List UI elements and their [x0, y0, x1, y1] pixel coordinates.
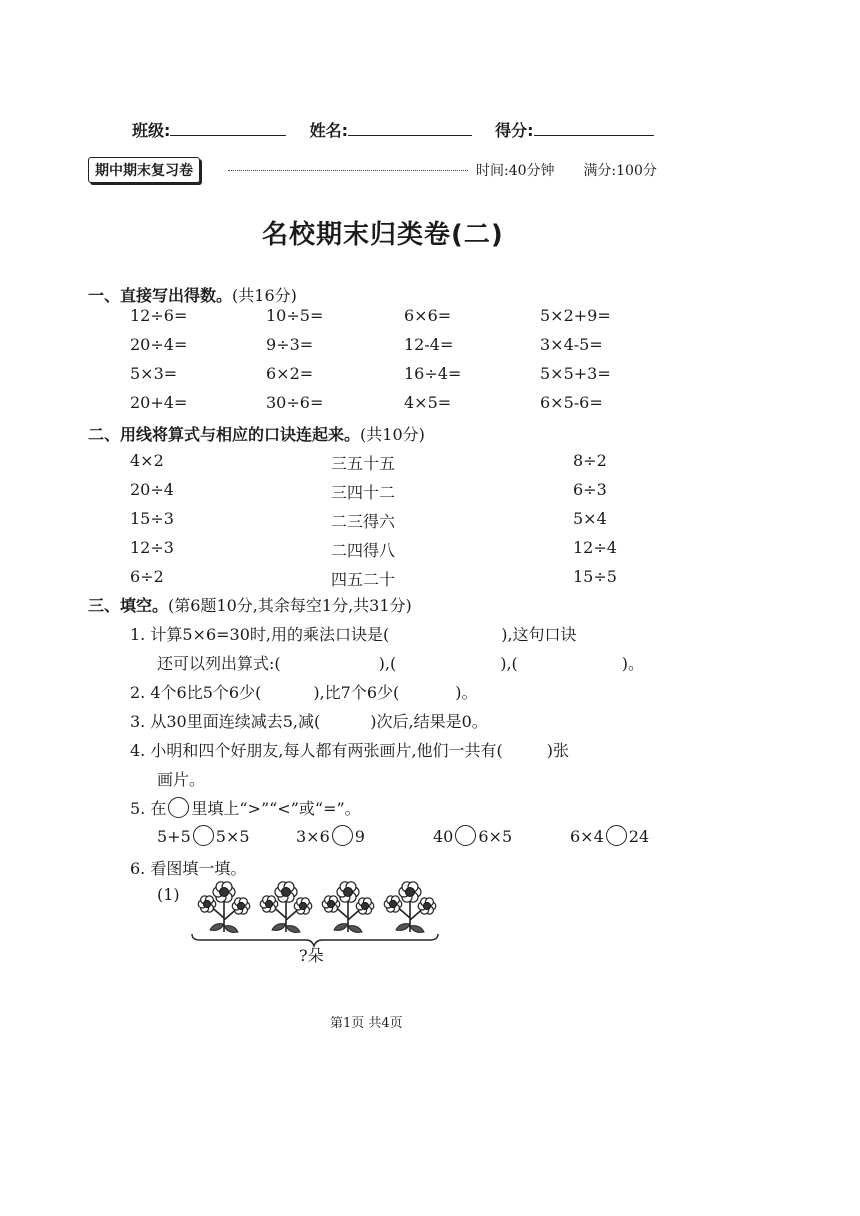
question-3: 3. 从30里面连续减去5,减( )次后,结果是0。: [130, 712, 488, 731]
multiplication-rhyme[interactable]: 二三得六: [331, 512, 396, 531]
answer-circle[interactable]: [455, 825, 476, 846]
score-label: 得分:: [495, 121, 534, 140]
question-6: 6. 看图填一填。: [130, 859, 247, 878]
section2-note: (共10分): [360, 425, 425, 444]
question-1-line1: 1. 计算5×6=30时,用的乘法口诀是( ),这句口诀: [130, 625, 577, 644]
flower-bunch-icon: [198, 882, 250, 933]
equation-left[interactable]: 12÷3: [130, 538, 174, 557]
arithmetic-problem: 10÷5=: [266, 306, 324, 325]
equation-left[interactable]: 4×2: [130, 451, 164, 470]
arithmetic-problem: 20÷4=: [130, 335, 188, 354]
arithmetic-problem: 30÷6=: [266, 393, 324, 412]
arithmetic-problem: 12-4=: [404, 335, 454, 354]
flower-bunch-icon: [322, 882, 374, 933]
section1-heading: 一、直接写出得数。: [88, 286, 233, 305]
equation-right[interactable]: 5×4: [573, 509, 607, 528]
page-title: 名校期末归类卷(二): [262, 220, 504, 250]
equation-right[interactable]: 6÷3: [573, 480, 607, 499]
name-field[interactable]: [348, 119, 472, 136]
answer-circle[interactable]: [332, 825, 353, 846]
arithmetic-problem: 5×2+9=: [540, 306, 611, 325]
circle-icon: [168, 797, 189, 818]
section1-note: (共16分): [232, 286, 297, 305]
multiplication-rhyme[interactable]: 三五十五: [331, 454, 396, 473]
page-number: 第1页 共4页: [330, 1016, 403, 1031]
comparison-item: 6×4 24: [570, 827, 650, 846]
arithmetic-problem: 6×2=: [266, 364, 314, 383]
equation-right[interactable]: 8÷2: [573, 451, 607, 470]
flowers-caption: ?朵: [299, 946, 324, 965]
arithmetic-problem: 6×5-6=: [540, 393, 603, 412]
full-score: 满分:100分: [583, 163, 657, 179]
arithmetic-problem: 16÷4=: [404, 364, 462, 383]
class-field[interactable]: [170, 119, 286, 136]
comparison-item: 5+5 5×5: [157, 827, 250, 846]
equation-left[interactable]: 20÷4: [130, 480, 174, 499]
comparison-item: 40 6×5: [433, 827, 513, 846]
section2-heading: 二、用线将算式与相应的口诀连起来。: [88, 425, 361, 444]
name-label: 姓名:: [309, 121, 348, 140]
multiplication-rhyme[interactable]: 三四十二: [331, 483, 396, 502]
arithmetic-problem: 20+4=: [130, 393, 188, 412]
class-label: 班级:: [132, 121, 171, 140]
exam-type-tag: 期中期末复习卷: [88, 157, 200, 183]
equation-right[interactable]: 15÷5: [573, 567, 617, 586]
time-limit: 时间:40分钟: [476, 163, 555, 179]
flower-bunch-icon: [384, 882, 436, 933]
arithmetic-problem: 5×3=: [130, 364, 178, 383]
question-2: 2. 4个6比5个6少( ),比7个6少( )。: [130, 683, 478, 702]
arithmetic-problem: 4×5=: [404, 393, 452, 412]
dotted-divider: [228, 170, 468, 171]
question-5: 5. 在 里填上“>”“<”或“=”。: [130, 799, 361, 818]
arithmetic-problem: 6×6=: [404, 306, 452, 325]
multiplication-rhyme[interactable]: 四五二十: [331, 570, 396, 589]
arithmetic-problem: 9÷3=: [266, 335, 314, 354]
arithmetic-problem: 12÷6=: [130, 306, 188, 325]
flowers-illustration: [188, 878, 444, 950]
flower-bunch-icon: [260, 882, 312, 933]
multiplication-rhyme[interactable]: 二四得八: [331, 541, 396, 560]
score-field[interactable]: [534, 119, 654, 136]
question-1-line2: 还可以列出算式:( ),( ),( )。: [157, 654, 645, 673]
question-4-line2: 画片。: [157, 770, 206, 789]
answer-circle[interactable]: [606, 825, 627, 846]
section3-heading: 三、填空。: [88, 596, 169, 615]
comparison-item: 3×6 9: [296, 827, 365, 846]
question-6-sub1: (1): [157, 885, 180, 904]
section3-note: (第6题10分,其余每空1分,共31分): [168, 596, 412, 615]
equation-left[interactable]: 6÷2: [130, 567, 164, 586]
equation-left[interactable]: 15÷3: [130, 509, 174, 528]
question-4-line1: 4. 小明和四个好朋友,每人都有两张画片,他们一共有( )张: [130, 741, 570, 760]
equation-right[interactable]: 12÷4: [573, 538, 617, 557]
answer-circle[interactable]: [193, 825, 214, 846]
arithmetic-problem: 3×4-5=: [540, 335, 603, 354]
arithmetic-problem: 5×5+3=: [540, 364, 611, 383]
